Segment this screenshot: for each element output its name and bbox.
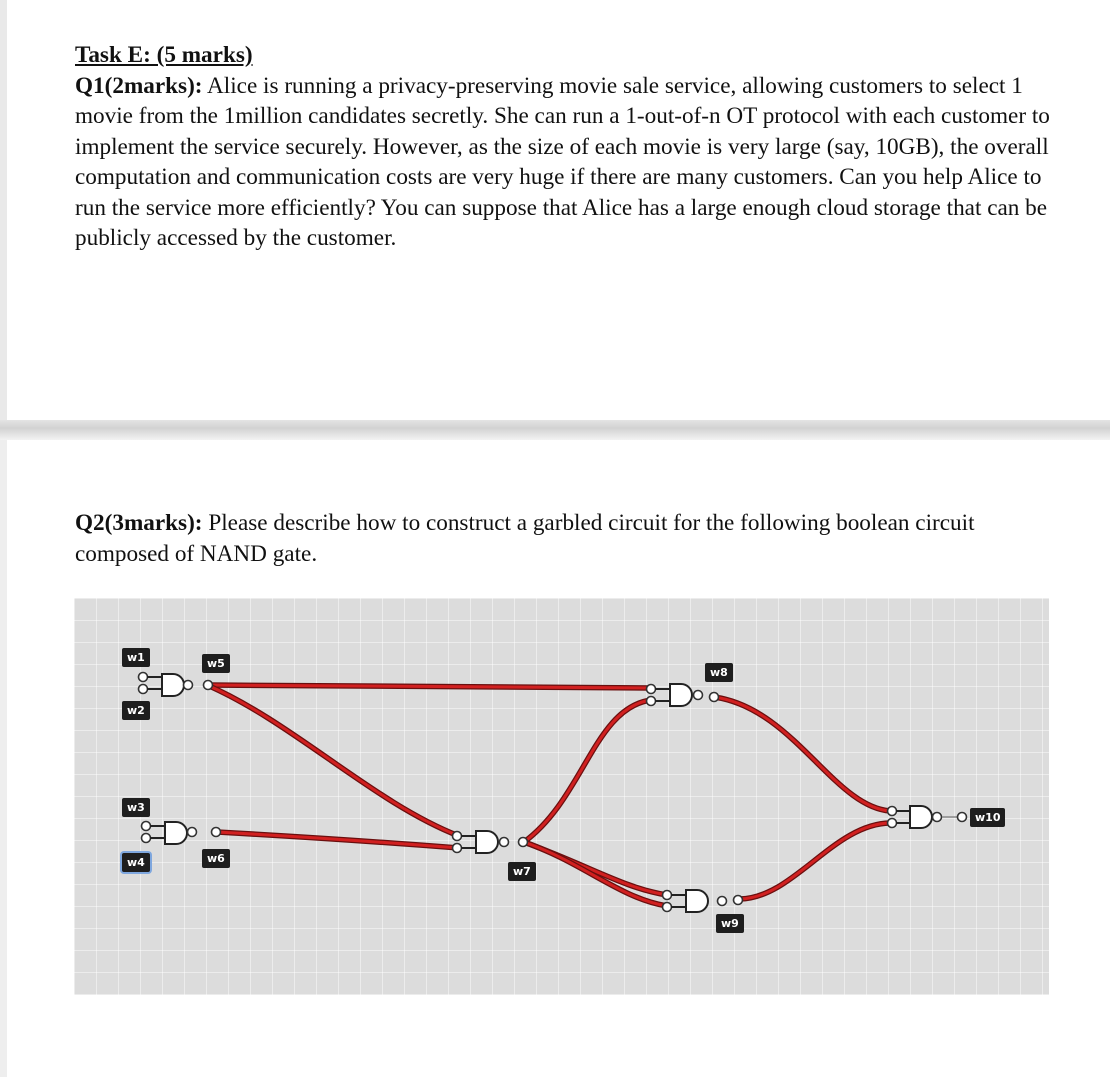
gate-2-input-pin-a[interactable] (142, 822, 151, 831)
gate-2-body (150, 822, 187, 844)
q1-paragraph (75, 71, 1055, 254)
wire-w5-to-gate4[interactable] (207, 685, 651, 688)
wire-label-w5[interactable]: w5 (202, 654, 230, 673)
gate-6-inverter-bubble (933, 813, 942, 822)
gate-6-body (896, 806, 932, 828)
task-e-section (75, 40, 1055, 254)
gate-2-input-pin-b[interactable] (142, 834, 151, 843)
gate-3-body (461, 831, 498, 853)
nand-gate-6[interactable] (888, 806, 967, 828)
task-title: Task E: (5 marks) (75, 42, 253, 68)
gate-4-body (655, 684, 692, 706)
wire-label-w9[interactable]: w9 (716, 914, 744, 933)
gate-1-body (147, 674, 184, 696)
wire-w8-to-gate6[interactable] (714, 697, 891, 811)
q2-text: Please describe how to construct a garbled circuit for the following boolean circuit composed of NAND gate. (75, 510, 975, 567)
gate-4-inverter-bubble (694, 691, 703, 700)
gate-5-inverter-bubble (718, 897, 727, 906)
wire-label-w7[interactable]: w7 (508, 862, 536, 881)
gate-1-input-pin-a[interactable] (139, 673, 148, 682)
nand-gate-2[interactable] (142, 822, 221, 845)
wire-label-w1[interactable]: w1 (122, 648, 150, 667)
wire-w7-to-gate4[interactable] (524, 700, 651, 842)
gate-1-inverter-bubble (184, 681, 193, 690)
nand-gate-4[interactable] (647, 684, 719, 706)
gate-6-output-pin[interactable] (958, 813, 967, 822)
gate-3-inverter-bubble (500, 838, 509, 847)
wire-label-w2[interactable]: w2 (122, 701, 150, 720)
wire-label-w10[interactable]: w10 (970, 808, 1005, 827)
wire-w9-to-gate6[interactable] (740, 823, 891, 899)
wire-w6-to-gate3[interactable] (217, 832, 459, 848)
nand-gate-5[interactable] (663, 890, 743, 912)
page-separator (0, 420, 1110, 440)
circuit-diagram (74, 598, 1049, 995)
wire-label-w3[interactable]: w3 (122, 798, 150, 817)
gate-2-inverter-bubble (188, 828, 197, 837)
gate-1-input-pin-b[interactable] (139, 685, 148, 694)
wires (207, 685, 891, 906)
page-edge-shadow-2 (0, 440, 7, 1077)
gate-3-input-pin-b[interactable] (453, 844, 462, 853)
gate-5-output-pin[interactable] (734, 896, 743, 905)
page-edge-shadow (0, 0, 7, 420)
q2-label: Q2(3marks): (75, 510, 203, 536)
gate-5-input-pin-a[interactable] (663, 891, 672, 900)
wire-w7-to-gate5-b[interactable] (524, 842, 667, 906)
wire-label-w6[interactable]: w6 (202, 849, 230, 868)
gate-3-output-pin[interactable] (519, 838, 528, 847)
gate-4-output-pin[interactable] (710, 693, 719, 702)
gate-4-input-pin-b[interactable] (647, 697, 656, 706)
wire-label-w4[interactable]: w4 (122, 853, 150, 872)
q1-label: Q1(2marks): (75, 72, 203, 99)
gate-6-input-pin-b[interactable] (888, 819, 897, 828)
q1-text: Alice is running a privacy-preserving movie sale service, allowing customers to select 1 movie from the 1million candidates secretly. She can run a 1-out-of-n OT protocol with each customer to implement the service securely. However, as the size of each movie is very large (say, 10GB), the overall computation and communication costs are very huge if there are many customers. Can you help Alice to run the service more efficiently? You can suppose that Alice has a large enough cloud storage that can be publicly accessed by the customer. (75, 72, 1050, 251)
wire-w5-to-gate3[interactable] (207, 685, 459, 836)
gate-6-input-pin-a[interactable] (888, 807, 897, 816)
nand-gate-3[interactable] (453, 831, 528, 853)
gate-5-body (671, 890, 708, 912)
q2-section (75, 508, 1055, 569)
nand-gate-1[interactable] (139, 673, 213, 697)
gate-4-input-pin-a[interactable] (647, 685, 656, 694)
gate-3-input-pin-a[interactable] (453, 832, 462, 841)
gate-5-input-pin-b[interactable] (663, 903, 672, 912)
wire-label-w8[interactable]: w8 (705, 663, 733, 682)
gate-2-output-pin[interactable] (212, 828, 221, 837)
gate-1-output-pin[interactable] (204, 681, 213, 690)
